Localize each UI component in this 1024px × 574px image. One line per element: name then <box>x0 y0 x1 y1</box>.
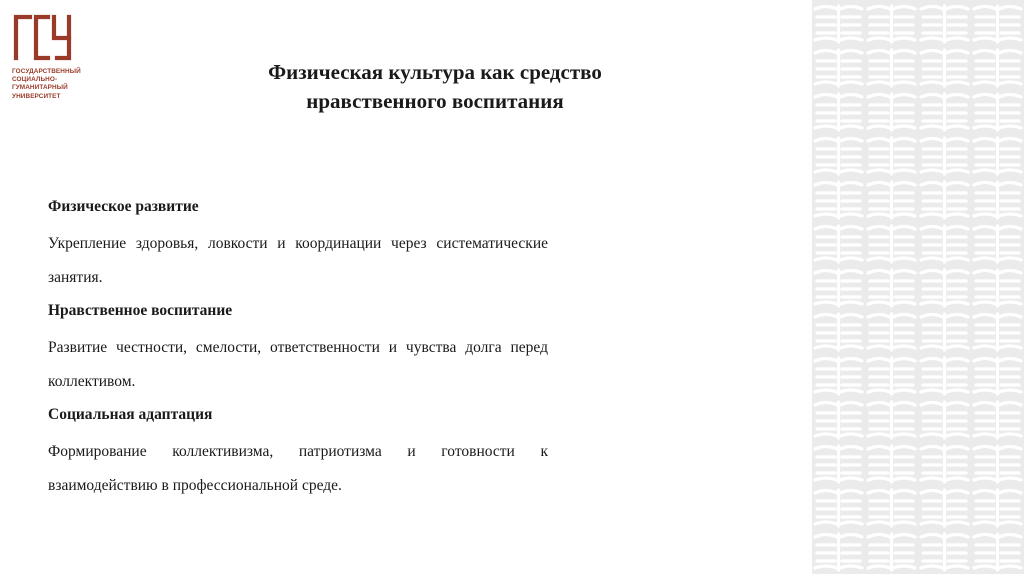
section-body: Формирование коллективизма, патриотизма и готовности к взаимодействию в профессиональной среде. <box>48 443 548 494</box>
slide-title <box>200 58 670 116</box>
university-name-line: ГУМАНИТАРНЫЙ <box>12 84 68 92</box>
slide-title-line: Физическая культура как средство <box>268 60 602 84</box>
section-heading: Физическое развитие <box>48 198 199 215</box>
university-name <box>12 68 102 101</box>
section-heading: Нравственное воспитание <box>48 302 233 319</box>
section-body: Укрепление здоровья, ловкости и координации через систематические занятия. <box>48 235 548 286</box>
university-name-line: УНИВЕРСИТЕТ <box>12 92 61 100</box>
university-name-line: СОЦИАЛЬНО- <box>12 76 58 84</box>
open-book-pattern-icon <box>812 0 1024 574</box>
gssu-logo-icon <box>12 12 76 62</box>
slide-content <box>48 196 548 508</box>
slide-title-line: нравственного воспитания <box>306 89 564 113</box>
section-body: Развитие честности, смелости, ответственности и чувства долга перед коллективом. <box>48 339 548 390</box>
section-heading: Социальная адаптация <box>48 406 213 423</box>
university-name-line: ГОСУДАРСТВЕННЫЙ <box>12 68 81 75</box>
university-logo <box>12 12 102 101</box>
decorative-pattern <box>812 0 1024 574</box>
